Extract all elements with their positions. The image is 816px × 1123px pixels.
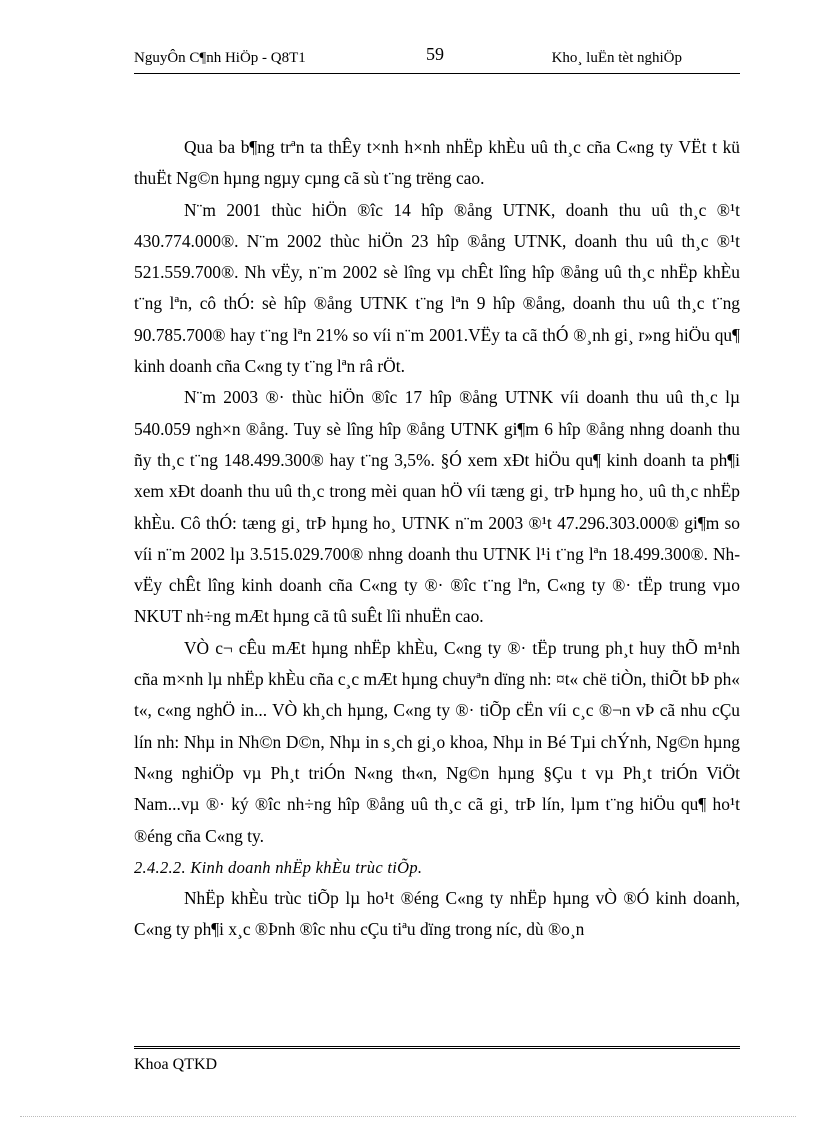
paragraph-2: N¨m 2001 thùc hiÖn ®îc 14 hîp ®ång UTNK, doanh thu uû th¸c ®¹t 430.774.000®. N¨m 2002 thùc hiÖn 23 hîp ®ång UTNK, doanh thu uû th¸c ®¹t 521.559.700®. Nh vËy, n¨m 2002 sè lîng vµ chÊt lîng hîp ®ång uû th¸c nhËp khÈu t¨ng lªn, cô thÓ: sè hîp ®ång UTNK t¨ng lªn 9 hîp ®ång, doanh thu uû th¸c t¨ng 90.785.700® hay t¨ng lªn 21% so víi n¨m 2001.VËy ta cã thÓ ®¸nh gi¸ r»ng hiÖu qu¶ kinh doanh cña C«ng ty t¨ng lªn râ rÖt. — [134, 199, 740, 377]
header-rule — [134, 73, 740, 74]
page-footer: Khoa QTKD — [134, 1056, 218, 1073]
page-header — [134, 44, 740, 70]
section-heading: 2.4.2.2. Kinh doanh nhËp khÈu trùc tiÕp. — [134, 857, 423, 877]
page-number: 59 — [426, 44, 444, 64]
document-body — [134, 132, 740, 946]
paragraph-5: NhËp khÈu trùc tiÕp lµ ho¹t ®éng C«ng ty nhËp hµng vÒ ®Ó kinh doanh, C«ng ty ph¶i x¸c ®Þnh ®îc nhu cÇu tiªu dïng trong níc, dù ®o¸n — [134, 888, 740, 940]
page-break-line — [20, 1116, 796, 1117]
paragraph-1: Qua ba b¶ng trªn ta thÊy t×nh h×nh nhËp khÈu uû th¸c cña C«ng ty VËt t kü thuËt Ng©n hµng ngµy cµng cã sù t¨ng trëng cao. — [134, 137, 740, 189]
paragraph-4: VÒ c¬ cÊu mÆt hµng nhËp khÈu, C«ng ty ®· tËp trung ph¸t huy thÕ m¹nh cña m×nh lµ nhËp khÈu cña c¸c mÆt hµng chuyªn dïng nh: ¤t« chë tiÒn, thiÕt bÞ ph« t«, c«ng nghÖ in... VÒ kh¸ch hµng, C«ng ty ®· tiÕp cËn víi c¸c ®¬n vÞ cã nhu cÇu lín nh: Nhµ in Nh©n D©n, Nhµ in s¸ch gi¸o khoa, Nhµ in Bé Tµi chÝnh, Ng©n hµng N«ng nghiÖp vµ Ph¸t triÓn N«ng th«n, Ng©n hµng §Çu t vµ Ph¸t triÓn ViÖt Nam...vµ ®· ký ®îc nh÷ng hîp ®ång uû th¸c cã gi¸ trÞ lín, lµm t¨ng hiÖu qu¶ ho¹t ®éng cña C«ng ty. — [134, 637, 740, 846]
header-author: NguyÔn C¶nh HiÖp - Q8T1 — [134, 50, 306, 66]
paragraph-3: N¨m 2003 ®· thùc hiÖn ®îc 17 hîp ®ång UTNK víi doanh thu uû th¸c lµ 540.059 ngh×n ®ång. Tuy sè lîng hîp ®ång UTNK gi¶m 6 hîp ®ång nhng doanh thu ñy th¸c t¨ng 148.499.300® hay t¨ng 3,5%. §Ó xem xÐt hiÖu qu¶ kinh doanh ta ph¶i xem xÐt doanh thu uû th¸c trong mèi quan hÖ víi tæng gi¸ trÞ hµng ho¸ uû th¸c nhËp khÈu. Cô thÓ: tæng gi¸ trÞ hµng ho¸ UTNK n¨m 2003 ®¹t 47.296.303.000® gi¶m so víi n¨m 2002 lµ 3.515.029.700® nhng doanh thu UTNK l¹i t¨ng lªn 18.499.300®. Nh vËy chÊt lîng kinh doanh cña C«ng ty ®· ®îc t¨ng lªn, C«ng ty ®· tËp trung vµo NKUT nh÷ng mÆt hµng cã tû suÊt lîi nhuËn cao. — [134, 387, 740, 627]
header-document-type: Kho¸ luËn tèt nghiÖp — [551, 50, 682, 66]
footer-rule — [134, 1046, 740, 1049]
